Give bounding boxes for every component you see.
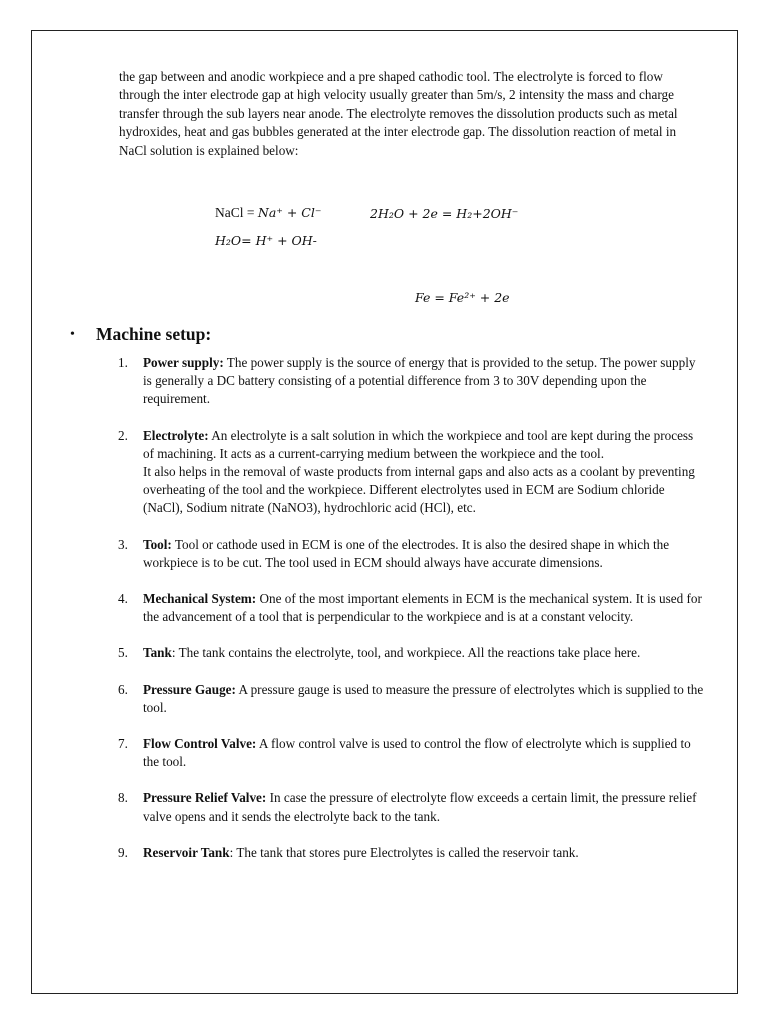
item-text-continued: It also helps in the removal of waste products from internal gaps and also acts as a coolant by preventing overheating of the tool and the workpiece. Different electrolytes used in ECM are Sodium chloride (NaCl), Sodium nitrate (NaNO3), hydrochloric acid (HCl), etc. xyxy=(143,464,695,516)
list-item-tank xyxy=(116,644,706,662)
list-item-mechanical-system xyxy=(116,590,706,626)
section-heading: Machine setup: xyxy=(96,324,212,344)
list-item-electrolyte xyxy=(116,427,706,518)
item-number: 3. xyxy=(118,536,128,552)
item-term: Pressure Gauge: xyxy=(143,681,236,697)
item-number: 9. xyxy=(118,844,128,860)
item-text: Tool or cathode used in ECM is one of the electrodes. It is also the desired shape in which the workpiece is to be cut. The tool used in ECM should always have accurate dimensions. xyxy=(143,536,670,570)
water-rhs: = H⁺ + OH- xyxy=(241,233,317,248)
item-number: 2. xyxy=(118,427,128,443)
item-text: A flow control valve is used to control the flow of electrolyte which is supplied to the tool. xyxy=(143,736,691,770)
item-term: Reservoir Tank xyxy=(143,844,230,860)
bullet-icon: • xyxy=(70,326,75,342)
item-text: : The tank contains the electrolyte, tool, and workpiece. All the reactions take place here. xyxy=(171,645,641,661)
water-reduction-equation: 2H₂O + 2e = H₂+2OH⁻ xyxy=(370,206,519,221)
item-number: 1. xyxy=(118,355,128,370)
list-item-pressure-relief-valve xyxy=(116,789,706,825)
machine-setup-heading xyxy=(70,324,211,345)
item-number: 5. xyxy=(118,645,128,661)
item-term: Electrolyte: xyxy=(143,427,209,443)
iron-dissolution-equation: Fe = Fe²⁺ + 2e xyxy=(415,290,510,305)
item-number: 8. xyxy=(118,790,128,806)
item-number: 4. xyxy=(118,591,128,607)
nacl-rhs: Na⁺ + Cl⁻ xyxy=(257,205,322,220)
list-item-reservoir-tank xyxy=(116,844,706,862)
item-term: Tool: xyxy=(143,536,172,552)
machine-setup-list xyxy=(116,354,706,880)
intro-paragraph: the gap between and anodic workpiece and a pre shaped cathodic tool. The electrolyte is forced to flow through the inter electrode gap at high velocity usually greater than 5m/s, 2 intensity the mass and charge transfer through the sub layers near anode. The electrolyte removes the dissolution products such as metal hydroxides, heat and gas bubbles generated at the inter electrode gap. The dissolution reaction of metal in NaCl solution is explained below: xyxy=(119,69,678,158)
item-text: : The tank that stores pure Electrolytes is called the reservoir tank. xyxy=(229,844,579,860)
item-term: Flow Control Valve: xyxy=(143,736,257,752)
item-text: One of the most important elements in ECM is the mechanical system. It is used for the advancement of a tool that is perpendicular to the workpiece and is at a constant velocity. xyxy=(143,591,702,625)
item-term: Tank xyxy=(143,645,172,661)
nacl-lhs: NaCl = xyxy=(215,205,258,220)
item-term: Pressure Relief Valve: xyxy=(143,790,267,806)
nacl-equation xyxy=(215,205,321,221)
item-term: Power supply: xyxy=(143,355,224,370)
item-text: In case the pressure of electrolyte flow exceeds a certain limit, the pressure relief valve opens and it sends the electrolyte back to the tank. xyxy=(143,790,697,824)
item-number: 7. xyxy=(118,736,128,752)
list-item-pressure-gauge xyxy=(116,681,706,717)
list-item-flow-control-valve xyxy=(116,735,706,771)
item-text: A pressure gauge is used to measure the pressure of electrolytes which is supplied to the tool. xyxy=(143,681,704,715)
item-number: 6. xyxy=(118,681,128,697)
item-term: Mechanical System: xyxy=(143,591,257,607)
water-dissociation-equation xyxy=(215,233,317,249)
item-text: An electrolyte is a salt solution in which the workpiece and tool are kept during the process of machining. It acts as a current-carrying medium between the workpiece and the tool. xyxy=(143,427,694,461)
item-text: The power supply is the source of energy that is provided to the setup. The power supply is generally a DC battery consisting of a potential difference from 3 to 30V depending upon the requirement. xyxy=(143,355,696,407)
list-item-power-supply xyxy=(116,354,706,409)
water-lhs: H₂O xyxy=(215,233,242,248)
list-item-tool xyxy=(116,536,706,572)
